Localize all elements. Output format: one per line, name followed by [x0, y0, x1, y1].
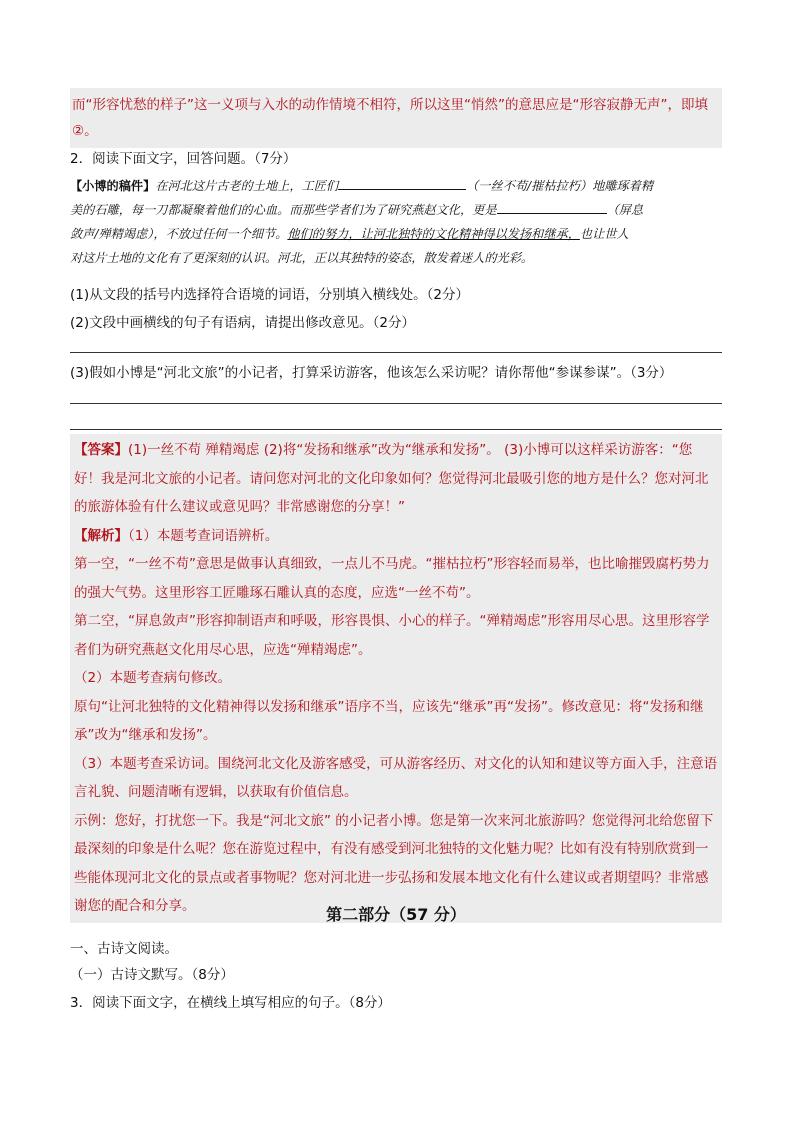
- draft-tag: 【小博的稿件】: [70, 179, 156, 193]
- draft-line-4: 对这片土地的文化有了更深刻的认识。河北，正以其独特的姿态，散发着迷人的光彩。: [70, 251, 534, 265]
- question-2-title: 2．阅读下面文字，回答问题。（7分）: [70, 151, 297, 167]
- underlined-sentence: 他们的努力，让河北独特的文化精神得以发扬和继承，: [287, 227, 580, 241]
- sub-question-3: (3)假如小博是“河北文旅”的小记者，打算采访游客，他该怎么采访呢？请你帮他“参谋参谋”。（3分）: [70, 365, 673, 381]
- draft-line-3: 敛声/殚精竭虑），不放过任何一个细节。他们的努力，让河北独特的文化精神得以发扬和继承，也让世人: [70, 227, 629, 241]
- part-2-title: 第二部分（57 分）: [326, 905, 466, 924]
- analysis-paragraph: 第二空，“屏息敛声”形容抑制语声和呼吸，形容畏惧、小心的样子。“殚精竭虑”形容用尽心思。这里形容学者们为研究燕赵文化用尽心思，应选“殚精竭虑”。: [74, 613, 710, 658]
- subsection-heading: （一）古诗文默写。（8分）: [70, 967, 234, 983]
- draft-line-1: 【小博的稿件】在河北这片古老的土地上，工匠们 （一丝不苟/摧枯拉朽）地雕琢着精: [70, 174, 722, 198]
- prior-answer-line-2: ②。: [72, 123, 98, 139]
- analysis-paragraph: 示例：您好，打扰您一下。我是“河北文旅” 的小记者小博。您是第一次来河北旅游吗？您觉得河北给您留下最深刻的印象是什么呢？您在游览过程中，有没有感受到河北独特的文化魅力呢？比如有没有特别欣赏到一些能体现河北文化的景点或者事物呢？您对河北进一步弘扬和发展本地文化有什么建议或者期望吗？非常感谢您的配合和分享。: [74, 812, 714, 914]
- analysis-label: 【解析】: [74, 527, 128, 544]
- section-heading: 一、古诗文阅读。: [70, 941, 178, 957]
- question-3-title: 3．阅读下面文字，在横线上填写相应的句子。（8分）: [70, 995, 391, 1011]
- prior-answer-line-1: 而“形容忧愁的样子”这一义项与入水的动作情境不相符，所以这里“悄然”的意思应是“形容寂静无声”，即填: [72, 97, 708, 113]
- sub-question-2: (2)文段中画横线的句子有语病，请提出修改意见。（2分）: [70, 315, 415, 331]
- analysis-heading: 【解析】（1）本题考查词语辨析。: [74, 527, 279, 544]
- answer-line-3a[interactable]: [70, 403, 722, 404]
- analysis-paragraph: 第一空，“一丝不苟”意思是做事认真细致，一点儿不马虎。“摧枯拉朽”形容轻而易举，也比喻摧毁腐朽势力的强大气势。这里形容工匠雕琢石雕认真的态度，应选“一丝不苟”。: [74, 556, 710, 601]
- draft-passage: [70, 174, 722, 270]
- answer-label: 【答案】: [74, 442, 128, 458]
- analysis-paragraph: （2）本题考查病句修改。: [74, 670, 232, 686]
- draft-line-2: 美的石雕，每一刀都凝聚着他们的心血。而那些学者们为了研究燕赵文化，更是 （屏息: [70, 198, 722, 222]
- blank-1[interactable]: [338, 175, 466, 190]
- answer-block: [70, 434, 722, 923]
- sub-question-1: (1)从文段的括号内选择符合语境的词语，分别填入横线处。（2分）: [70, 287, 469, 303]
- analysis-paragraph: 原句“让河北独特的文化精神得以发扬和继承”语序不当，应该先“继承”再“发扬”。修改意见：将“发扬和继承”改为“继承和发扬”。: [74, 698, 704, 743]
- answer-line-3b[interactable]: [70, 429, 722, 430]
- prior-answer-block: [70, 88, 722, 148]
- blank-2[interactable]: [497, 199, 607, 214]
- answer-line-2[interactable]: [70, 352, 722, 353]
- answer-text: 【答案】(1)一丝不苟 殚精竭虑 (2)将“发扬和继承”改为“继承和发扬”。 (3)小博可以这样采访游客：“您好！我是河北文旅的小记者。请问您对河北的文化印象如何？您觉得河北最吸引您的地方是什么？您对河北的旅游体验有什么建议或意见吗？非常感谢您的分享！”: [74, 442, 709, 515]
- analysis-paragraph: （3）本题考查采访词。围绕河北文化及游客感受，可从游客经历、对文化的认知和建议等方面入手，注意语言礼貌、问题清晰有逻辑，以获取有价值信息。: [74, 755, 718, 800]
